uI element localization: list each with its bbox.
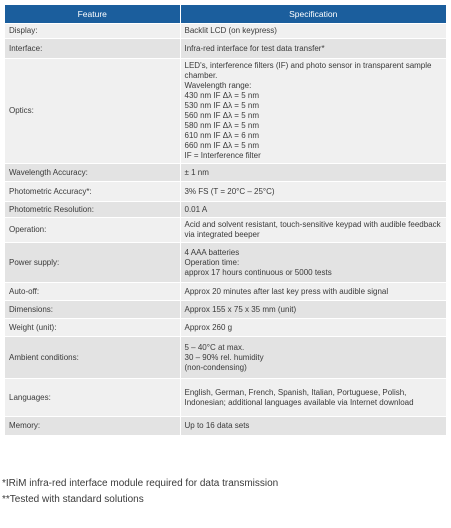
specification-line: approx 17 hours continuous or 5000 tests: [184, 267, 332, 277]
specification-line: 560 nm IF Δλ = 5 nm: [184, 111, 259, 120]
specification-line: 3% FS (T = 20°C – 25°C): [184, 186, 275, 196]
specification-cell: [180, 182, 446, 202]
specification-cell: [180, 39, 446, 59]
specification-line: 610 nm IF Δλ = 6 nm: [184, 131, 259, 140]
specification-cell: [180, 337, 446, 379]
specification-line: (non-condensing): [184, 362, 247, 372]
table-row: [5, 164, 446, 182]
feature-cell: Display:: [5, 24, 180, 39]
specification-cell: [180, 243, 446, 283]
feature-cell: Photometric Resolution:: [5, 202, 180, 218]
specification-line: ± 1 nm: [184, 167, 209, 177]
specification-table: [5, 5, 446, 435]
table-row: [5, 202, 446, 218]
specification-column-header: Specification: [180, 5, 446, 24]
specification-cell: [180, 379, 446, 417]
table-row: [5, 39, 446, 59]
feature-cell: Power supply:: [5, 243, 180, 283]
footnote-interface: *IRiM infra-red interface module required for data transmission: [2, 478, 279, 489]
specification-line: 430 nm IF Δλ = 5 nm: [184, 91, 259, 100]
table-row: [5, 243, 446, 283]
specification-cell: [180, 218, 446, 243]
specification-line: Up to 16 data sets: [184, 420, 250, 430]
table-row: [5, 24, 446, 39]
footnotes: [2, 476, 278, 508]
specification-cell: [180, 283, 446, 301]
specification-line: 30 – 90% rel. humidity: [184, 352, 264, 362]
specification-line: Approx 260 g: [184, 322, 233, 332]
feature-column-header: Feature: [5, 5, 180, 24]
feature-cell: Languages:: [5, 379, 180, 417]
specification-line: Wavelength range:: [184, 81, 252, 90]
feature-cell: Memory:: [5, 417, 180, 435]
feature-cell: Photometric Accuracy*:: [5, 182, 180, 202]
specification-cell: [180, 59, 446, 164]
table-row: [5, 417, 446, 435]
table-row: [5, 319, 446, 337]
specification-line: 530 nm IF Δλ = 5 nm: [184, 101, 259, 110]
feature-cell: Dimensions:: [5, 301, 180, 319]
specification-cell: [180, 202, 446, 218]
feature-cell: Optics:: [5, 59, 180, 164]
specification-cell: [180, 319, 446, 337]
specification-cell: [180, 24, 446, 39]
specification-line: Approx 155 x 75 x 35 mm (unit): [184, 304, 297, 314]
specification-line: 4 AAA batteries: [184, 247, 240, 257]
specification-line: 580 nm IF Δλ = 5 nm: [184, 121, 259, 130]
specification-line: Acid and solvent resistant, touch-sensitive keypad with audible feedback via integrated beeper: [184, 220, 441, 239]
specification-line: English, German, French, Spanish, Italian, Portuguese, Polish, Indonesian; additional languages available via Internet download: [184, 387, 414, 407]
specification-line: IF = Interference filter: [184, 151, 261, 160]
feature-cell: Ambient conditions:: [5, 337, 180, 379]
feature-cell: Weight (unit):: [5, 319, 180, 337]
table-row: [5, 182, 446, 202]
specification-cell: [180, 164, 446, 182]
table-row: [5, 301, 446, 319]
feature-cell: Interface:: [5, 39, 180, 59]
feature-cell: Operation:: [5, 218, 180, 243]
specification-line: LED's, interference filters (IF) and photo sensor in transparent sample chamber.: [184, 61, 432, 80]
table-row: [5, 337, 446, 379]
table-row: [5, 218, 446, 243]
specification-line: Infra-red interface for test data transfer*: [184, 43, 325, 53]
specification-cell: [180, 301, 446, 319]
footnote-tested: **Tested with standard solutions: [2, 494, 144, 505]
specification-line: 660 nm IF Δλ = 5 nm: [184, 141, 259, 150]
specification-line: Backlit LCD (on keypress): [184, 26, 277, 35]
specification-line: 0.01 A: [184, 204, 208, 214]
feature-cell: Auto-off:: [5, 283, 180, 301]
specification-line: Operation time:: [184, 257, 240, 267]
specification-cell: [180, 417, 446, 435]
feature-cell: Wavelength Accuracy:: [5, 164, 180, 182]
specification-line: 5 – 40°C at max.: [184, 342, 245, 352]
specification-line: Approx 20 minutes after last key press with audible signal: [184, 286, 389, 296]
table-row: [5, 379, 446, 417]
table-row: [5, 59, 446, 164]
table-row: [5, 283, 446, 301]
table-header-row: [5, 5, 446, 24]
